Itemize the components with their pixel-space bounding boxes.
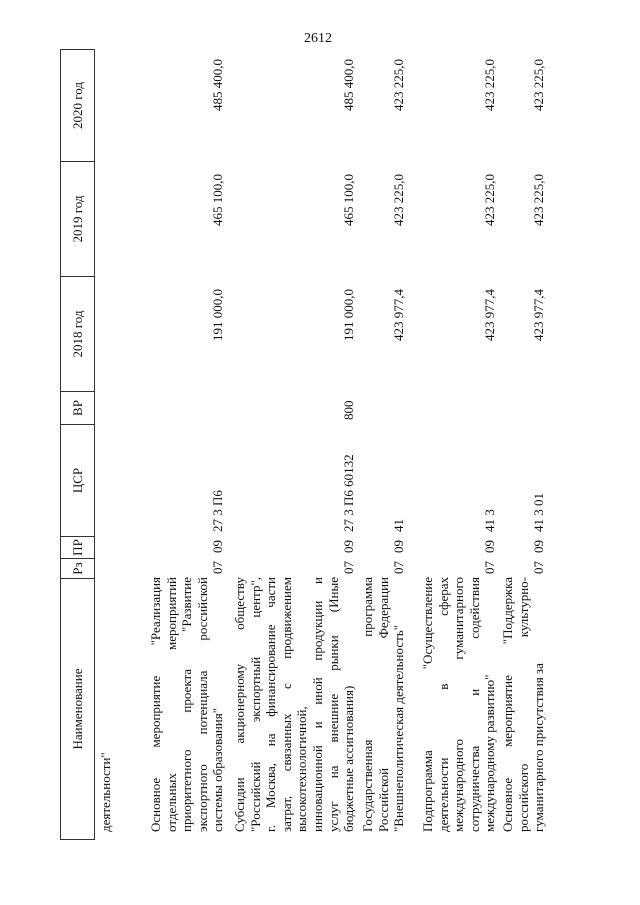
row-y2020: 485 400,0: [210, 59, 226, 111]
row-csr: 27 3 П6 60132: [341, 454, 357, 532]
row-y2018: 191 000,0: [210, 289, 226, 341]
row-name-line: затрат, связанных с продвижением: [278, 577, 294, 832]
row-name-line: "Внешнеполитическая деятельность": [391, 624, 407, 832]
header-rz: Рз: [60, 558, 95, 578]
row-rz: 07: [210, 561, 226, 574]
row-name-line: международному развитию": [482, 674, 498, 832]
row-name-line: Основное мероприятие "Реализация: [148, 577, 163, 832]
row-name-line: деятельности": [98, 752, 113, 832]
header-csr: ЦСР: [60, 424, 95, 536]
row-name-line: услуг на внешние рынки (Иные: [325, 577, 341, 832]
row-rz: 07: [482, 561, 498, 574]
row-rz: 07: [391, 561, 407, 574]
row-name-line: отдельных мероприятий: [163, 577, 179, 832]
row-name: [360, 577, 407, 832]
row-y2019: 423 225,0: [482, 174, 498, 226]
row-name-line: Подпрограмма "Осуществление: [420, 577, 435, 832]
row-rz: 07: [531, 561, 547, 574]
row-pr: 09: [482, 540, 498, 553]
row-y2019: 465 100,0: [341, 174, 357, 226]
row-name-line: приоритетного проекта "Развитие: [179, 577, 195, 832]
row-name-line: системы образования": [210, 707, 226, 832]
header-2018: 2018 год: [60, 276, 95, 391]
row-name-line: сотрудничества и содействия: [466, 577, 482, 832]
row-name-line: российского культурно-: [515, 577, 531, 832]
row-pr: 09: [341, 540, 357, 553]
row-y2018: 191 000,0: [341, 289, 357, 341]
header-pr: ПР: [60, 536, 95, 558]
row-rz: 07: [341, 561, 357, 574]
header-2020: 2020 год: [60, 49, 95, 161]
row-name-line: гуманитарного присутствия за: [531, 663, 547, 832]
row-name-line: международного гуманитарного: [451, 577, 467, 832]
header-name: Наименование: [60, 578, 95, 840]
row-name-line: Основное мероприятие "Поддержка: [500, 577, 515, 832]
row-name-line: инновационной и иной продукции и: [309, 577, 325, 832]
row-csr: 41 3: [482, 509, 498, 532]
row-name-line: бюджетные ассигнования): [341, 685, 357, 832]
row-name-line: высокотехнологичной,: [294, 706, 310, 832]
row-pr: 09: [531, 540, 547, 553]
row-name-line: Государственная программа: [360, 577, 375, 832]
page-number: 2612: [304, 31, 332, 46]
row-name: [232, 577, 357, 832]
row-name-line: Субсидии акционерному обществу: [232, 577, 247, 832]
row-csr: 27 3 П6: [210, 490, 226, 532]
row-y2018: 423 977,4: [391, 289, 407, 341]
row-y2019: 423 225,0: [391, 174, 407, 226]
row-y2020: 423 225,0: [531, 59, 547, 111]
row-y2019: 465 100,0: [210, 174, 226, 226]
row-y2018: 423 977,4: [531, 289, 547, 341]
budget-table: [60, 60, 595, 840]
header-vr: ВР: [60, 391, 95, 424]
row-csr: 41: [391, 519, 407, 532]
row-name: [420, 577, 498, 832]
row-name-line: г. Москва, на финансирование части: [263, 577, 279, 832]
header-2019: 2019 год: [60, 161, 95, 276]
row-name-line: Российской Федерации: [375, 577, 391, 832]
row-pr: 09: [210, 540, 226, 553]
row-name: [148, 577, 226, 832]
row-y2019: 423 225,0: [531, 174, 547, 226]
row-y2020: 423 225,0: [482, 59, 498, 111]
row-name: [500, 577, 547, 832]
row-vr: 800: [341, 400, 357, 420]
row-name-line: "Российский экспортный центр",: [247, 577, 263, 832]
row-name-line: деятельности в сферах: [435, 577, 451, 832]
row-name-line: экспортного потенциала российской: [194, 577, 210, 832]
row-pr: 09: [391, 540, 407, 553]
row-y2018: 423 977,4: [482, 289, 498, 341]
row-y2020: 485 400,0: [341, 59, 357, 111]
row-y2020: 423 225,0: [391, 59, 407, 111]
row-csr: 41 3 01: [531, 493, 547, 532]
row-name: [98, 577, 114, 832]
